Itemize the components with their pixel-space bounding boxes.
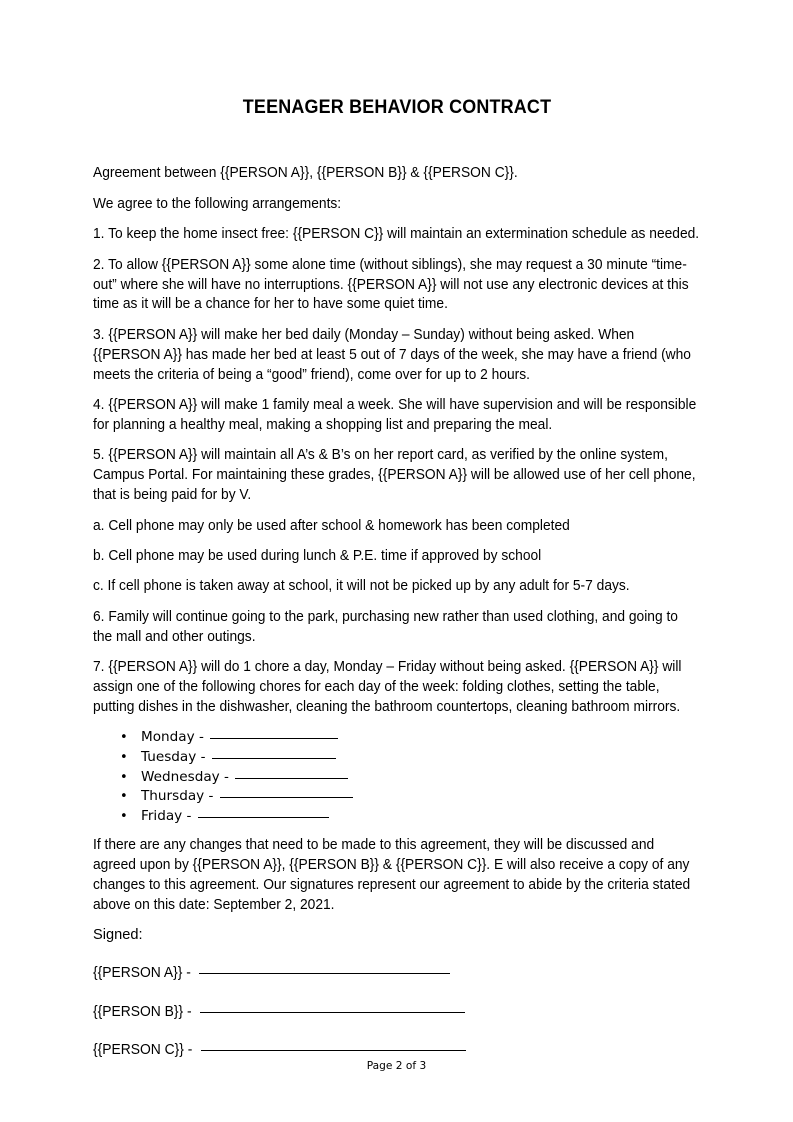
chore-day-label: Monday - <box>141 729 209 746</box>
paragraph-intro: Agreement between {{PERSON A}}, {{PERSON B}} & {{PERSON C}}. <box>93 165 518 182</box>
paragraph-lead-in: We agree to the following arrangements: <box>93 195 342 212</box>
document-body <box>93 0 701 1080</box>
signature-blank-field[interactable] <box>199 973 450 974</box>
list-item <box>93 728 701 748</box>
bullet-icon: • <box>120 789 128 805</box>
chore-day-blank-field[interactable] <box>210 738 338 739</box>
clause-4: 4. {{PERSON A}} will make 1 family meal a week. She will have supervision and will be responsible for planning a healthy meal, making a shopping list and preparing the meal. <box>93 397 697 433</box>
bullet-icon: • <box>120 749 128 765</box>
signature-blank-field[interactable] <box>201 1050 466 1051</box>
signature-name-label: {{PERSON A}} - <box>93 965 191 982</box>
signed-label: Signed: <box>93 927 143 944</box>
bullet-icon: • <box>120 769 128 785</box>
chore-day-blank-field[interactable] <box>235 778 348 779</box>
bullet-icon: • <box>120 730 128 746</box>
clause-5c: c. If cell phone is taken away at school, it will not be picked up by any adult for 5-7 days. <box>93 578 630 595</box>
clause-5: 5. {{PERSON A}} will maintain all A’s & B’s on her report card, as verified by the online system, Campus Portal. For maintaining these grades, {{PERSON A}} will be allowed use of her cell phone, that is being paid for by V. <box>93 447 696 504</box>
signature-name-label: {{PERSON B}} - <box>93 1003 192 1020</box>
chore-day-label: Tuesday - <box>141 748 210 765</box>
clause-2: 2. To allow {{PERSON A}} some alone time (without siblings), she may request a 30 minute “time-out” where she will have no interruptions. {{PERSON A}} will not use any electronic devices at this time as it will be a chance for her to have some quiet time. <box>93 256 689 313</box>
chore-day-blank-field[interactable] <box>220 797 353 798</box>
signature-block <box>93 964 701 1061</box>
signature-name-label: {{PERSON C}} - <box>93 1042 193 1059</box>
list-item <box>93 787 701 807</box>
signature-blank-field[interactable] <box>200 1012 465 1013</box>
clause-3: 3. {{PERSON A}} will make her bed daily (Monday – Sunday) without being asked. When {{PERSON A}} has made her bed at least 5 out of 7 days of the week, she may have a friend (who meets the criteria of being a “good” friend), come over for up to 2 hours. <box>93 326 691 383</box>
list-item <box>93 768 701 788</box>
clause-5b: b. Cell phone may be used during lunch & P.E. time if approved by school <box>93 547 542 564</box>
chore-day-label: Friday - <box>141 807 196 824</box>
signature-row <box>93 964 701 984</box>
clause-6: 6. Family will continue going to the park, purchasing new rather than used clothing, and going to the mall and other outings. <box>93 608 678 645</box>
bullet-icon: • <box>120 808 128 824</box>
chore-day-blank-field[interactable] <box>198 817 329 818</box>
clause-5a: a. Cell phone may only be used after school & homework has been completed <box>93 517 570 534</box>
page-title: TEENAGER BEHAVIOR CONTRACT <box>242 96 552 118</box>
list-item <box>93 748 701 768</box>
chore-day-list <box>93 728 701 826</box>
list-item <box>93 807 701 827</box>
signature-row <box>93 1041 701 1061</box>
clause-1: 1. To keep the home insect free: {{PERSON C}} will maintain an extermination schedule as needed. <box>93 226 700 243</box>
chore-day-label: Wednesday - <box>141 768 234 785</box>
page-footer: Page 2 of 3 <box>366 1060 427 1072</box>
chore-day-label: Thursday - <box>141 788 218 805</box>
chore-day-blank-field[interactable] <box>212 758 336 759</box>
clause-7: 7. {{PERSON A}} will do 1 chore a day, Monday – Friday without being asked. {{PERSON A}} will assign one of the following chores for each day of the week: folding clothes, setting the table, putting dishes in the dishwasher, cleaning the bathroom countertops, cleaning bathroom mirrors. <box>93 659 682 715</box>
signature-row <box>93 1003 701 1023</box>
paragraph-changes: If there are any changes that need to be made to this agreement, they will be discussed and agreed upon by {{PERSON A}}, {{PERSON B}} & {{PERSON C}}. E will also receive a copy of any changes to this agreement. Our signatures represent our agreement to abide by the criteria stated above on this date: September 2, 2021. <box>93 837 691 914</box>
